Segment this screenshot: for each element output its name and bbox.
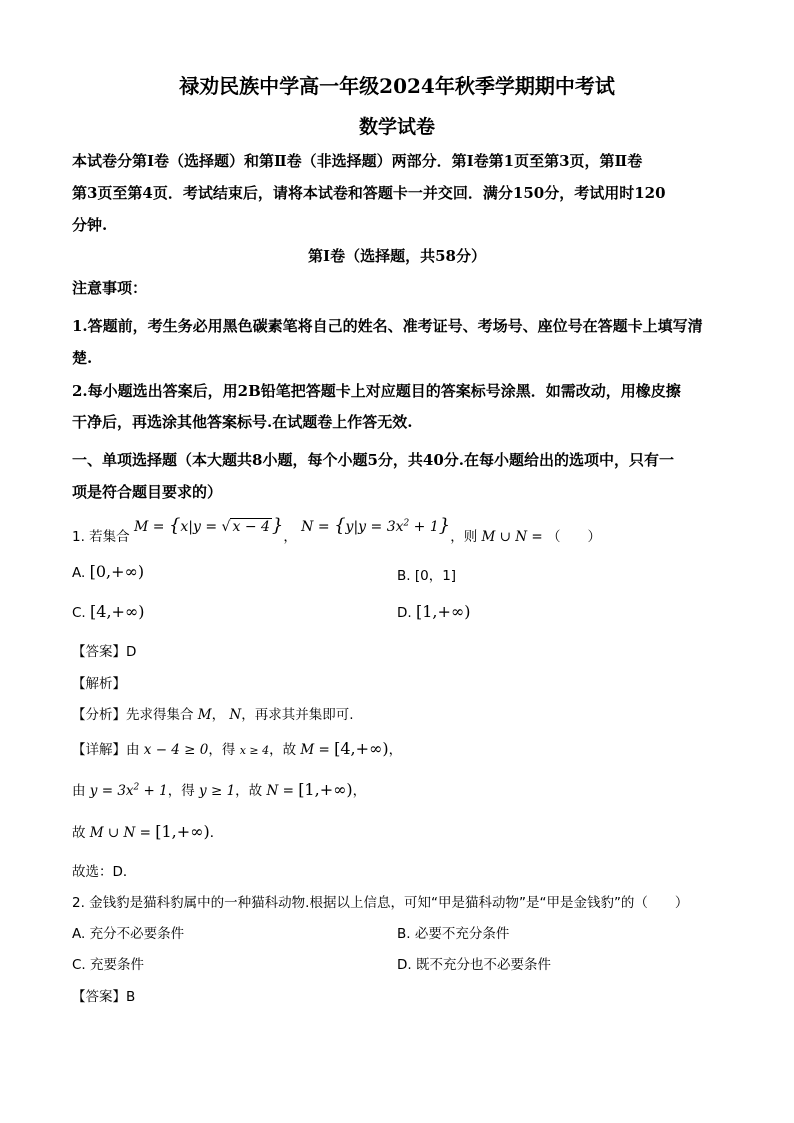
q1-detail3-text-a: 故 bbox=[72, 825, 86, 841]
q1-answer-value: D bbox=[126, 644, 137, 660]
q2-option-c: C. 充要条件 bbox=[72, 957, 145, 973]
notes-item2-line2: 干净后，再选涂其他答案标号.在试题卷上作答无效. bbox=[72, 413, 413, 431]
q1-detail-3: 故 M ∪ N = [1,+∞)． bbox=[72, 822, 224, 841]
q1-detail2-y: y ≥ 1 bbox=[199, 783, 236, 799]
q1-detail2-text-c: ，故 bbox=[235, 783, 263, 799]
intro-line-1: 本试卷分第Ⅰ卷（选择题）和第Ⅱ卷（非选择题）两部分．第Ⅰ卷第1页至第3页，第Ⅱ卷 bbox=[72, 152, 643, 170]
q1-option-b bbox=[397, 564, 456, 584]
q1-detail2-text-a: 由 bbox=[72, 783, 86, 799]
q1-conclusion: 故选：D． bbox=[72, 864, 137, 880]
q1-detail-text-b: ，得 bbox=[208, 742, 236, 758]
q1-option-b-label: B. bbox=[397, 568, 411, 584]
exam-subtitle: 数学试卷 bbox=[358, 116, 435, 138]
q1-analysis-tag: 【解析】 bbox=[72, 676, 126, 692]
q1-detail-1: 【详解】由 x − 4 ≥ 0，得 x ≥ 4，故 M = [4,+∞)， bbox=[72, 739, 403, 758]
q1-option-c-value: [4,+∞) bbox=[90, 602, 145, 621]
q1-option-a bbox=[72, 562, 144, 581]
q1-option-c bbox=[72, 602, 145, 621]
q1-detail2-n-result: N = [1,+∞) bbox=[266, 780, 353, 799]
q1-detail2-text-b: ，得 bbox=[167, 783, 195, 799]
q1-detail-tag: 【详解】 bbox=[72, 742, 126, 758]
notes-item2-line1: 2.每小题选出答案后，用2B铅笔把答题卡上对应题目的答案标号涂黑．如需改动，用橡皮擦 bbox=[72, 382, 681, 400]
q2-option-b: B. 必要不充分条件 bbox=[397, 926, 510, 942]
q1-detail2-eq: $y = 3x^2 + 1$ bbox=[89, 782, 168, 799]
q2-answer-value: B bbox=[126, 989, 136, 1005]
q1-option-d bbox=[397, 602, 470, 621]
q1-set-n: $N = \{y|y = 3x^2 + 1\}$ bbox=[301, 515, 451, 536]
q2-answer-tag: 【答案】 bbox=[72, 989, 126, 1005]
exam-title: 禄劝民族中学高一年级2024年秋季学期期中考试 bbox=[179, 74, 615, 98]
section1-title: 第Ⅰ卷（选择题，共58分） bbox=[308, 247, 486, 265]
q2-stem: 2. 金钱豹是猫科豹属中的一种猫科动物.根据以上信息，可知“甲是猫科动物”是“甲是金钱豹”的（ ） bbox=[72, 895, 689, 911]
q1-detail-2: 由 $y = 3x^2 + 1$，得 y ≥ 1，故 N = [1,+∞)， bbox=[72, 780, 367, 799]
q1-fenxi-n: N bbox=[229, 707, 242, 723]
q1-fenxi-tag: 【分析】 bbox=[72, 707, 126, 723]
part1-line2: 项是符合题目要求的） bbox=[72, 483, 223, 501]
q1-option-a-value: [0,+∞) bbox=[89, 562, 145, 581]
q1-option-d-value: [1,+∞) bbox=[415, 602, 471, 621]
q2-option-a: A. 充分不必要条件 bbox=[72, 926, 185, 942]
q1-stem: 1. 若集合 M = {x|y = √ x − 4 }， $N = \{y|y = 3x^2 + 1\}$，则 M ∪ N = （ ） bbox=[72, 515, 601, 545]
notes-item1-line2: 楚. bbox=[72, 349, 93, 367]
q1-detail-x: x ≥ 4 bbox=[239, 744, 270, 757]
q1-detail-ineq: x − 4 ≥ 0 bbox=[143, 742, 209, 758]
q1-detail-m-result: M = [4,+∞) bbox=[300, 739, 389, 758]
intro-line-3: 分钟. bbox=[72, 216, 108, 234]
q1-fenxi-m: M bbox=[197, 707, 212, 723]
intro-line-2: 第3页至第4页．考试结束后，请将本试卷和答题卡一并交回．满分150分，考试用时120 bbox=[72, 184, 666, 202]
q1-stem-prefix: 1. 若集合 bbox=[72, 529, 130, 545]
q1-detail3-union: M ∪ N = [1,+∞) bbox=[89, 822, 210, 841]
q1-fenxi-text-a: 先求得集合 bbox=[126, 707, 194, 723]
q1-detail-text-c: ，故 bbox=[269, 742, 297, 758]
q1-option-a-label: A. bbox=[72, 565, 86, 581]
q1-fenxi-text-c: ，再求其并集即可. bbox=[241, 707, 354, 723]
q1-option-b-value: [0，1] bbox=[414, 568, 457, 584]
q2-option-d: D. 既不充分也不必要条件 bbox=[397, 957, 551, 973]
q1-fenxi-text-b: ， bbox=[211, 707, 226, 723]
q1-detail-text-a: 由 bbox=[126, 742, 140, 758]
notes-item1-line1: 1.答题前，考生务必用黑色碳素笔将自己的姓名、准考证号、考场号、座位号在答题卡上填写清 bbox=[72, 317, 703, 335]
notes-heading: 注意事项： bbox=[72, 279, 148, 297]
q1-set-m: M = {x|y = √ x − 4 } bbox=[133, 515, 284, 536]
part1-line1: 一、单项选择题（本大题共8小题，每个小题5分，共40分.在每小题给出的选项中，只有一 bbox=[72, 451, 674, 469]
q1-answer-tag: 【答案】 bbox=[72, 644, 126, 660]
q1-blank: （ ） bbox=[546, 529, 601, 545]
q1-answer bbox=[72, 640, 732, 660]
q1-option-d-label: D. bbox=[397, 605, 412, 621]
q1-union: M ∪ N = bbox=[481, 529, 543, 545]
q2-answer bbox=[72, 985, 732, 1005]
q1-option-c-label: C. bbox=[72, 605, 86, 621]
q1-stem-mid: ，则 bbox=[450, 529, 478, 545]
q1-fenxi bbox=[72, 703, 732, 723]
